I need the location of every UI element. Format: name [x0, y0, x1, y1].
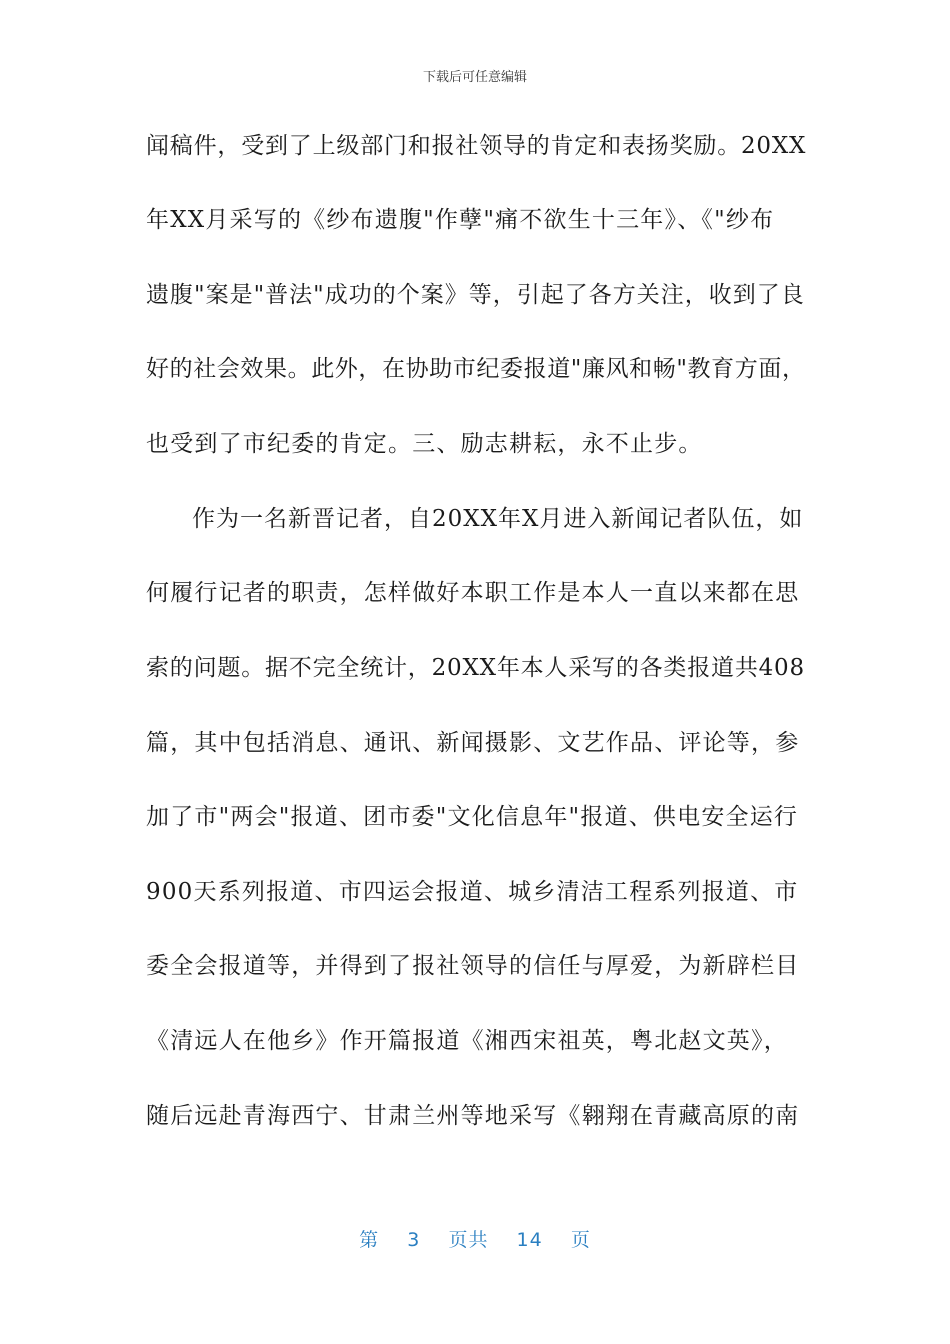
page-number: 3 [407, 1229, 421, 1251]
text-line: 索的问题。据不完全统计，20XX年本人采写的各类报道共408 [146, 655, 805, 681]
text-line: 《清远人在他乡》作开篇报道《湘西宋祖英，粤北赵文英》， [146, 1028, 788, 1054]
text-line: 遗腹"案是"普法"成功的个案》等，引起了各方关注，收到了良 [146, 282, 805, 308]
total-pages: 14 [516, 1229, 543, 1251]
text-line: 闻稿件，受到了上级部门和报社领导的肯定和表扬奖励。20XX [146, 133, 807, 159]
text-line: 篇，其中包括消息、通讯、新闻摄影、文艺作品、评论等，参 [146, 730, 800, 756]
text-line: 加了市"两会"报道、团市委"文化信息年"报道、供电安全运行 [146, 804, 799, 830]
text-line: 委全会报道等，并得到了报社领导的信任与厚爱，为新辟栏目 [146, 953, 800, 979]
page-prefix: 第 [359, 1229, 380, 1251]
text-line: 随后远赴青海西宁、甘肃兰州等地采写《翱翔在青藏高原的南 [146, 1103, 800, 1129]
text-line: 900天系列报道、市四运会报道、城乡清洁工程系列报道、市 [146, 879, 799, 905]
text-line: 好的社会效果。此外，在协助市纪委报道"廉风和畅"教育方面， [146, 356, 806, 382]
text-line: 年XX月采写的《纱布遗腹"作孽"痛不欲生十三年》、《"纱布 [146, 207, 775, 233]
page-header: 下载后可任意编辑 [422, 70, 527, 85]
paragraph-first-line: 作为一名新晋记者，自20XX年X月进入新闻记者队伍，如 [192, 506, 804, 532]
text-line: 也受到了市纪委的肯定。三、励志耕耘，永不止步。 [146, 431, 703, 457]
page-suffix: 页 [570, 1229, 591, 1251]
text-line: 何履行记者的职责，怎样做好本职工作是本人一直以来都在思 [146, 580, 800, 606]
page-footer [0, 1225, 950, 1252]
total-prefix: 页共 [448, 1229, 489, 1251]
